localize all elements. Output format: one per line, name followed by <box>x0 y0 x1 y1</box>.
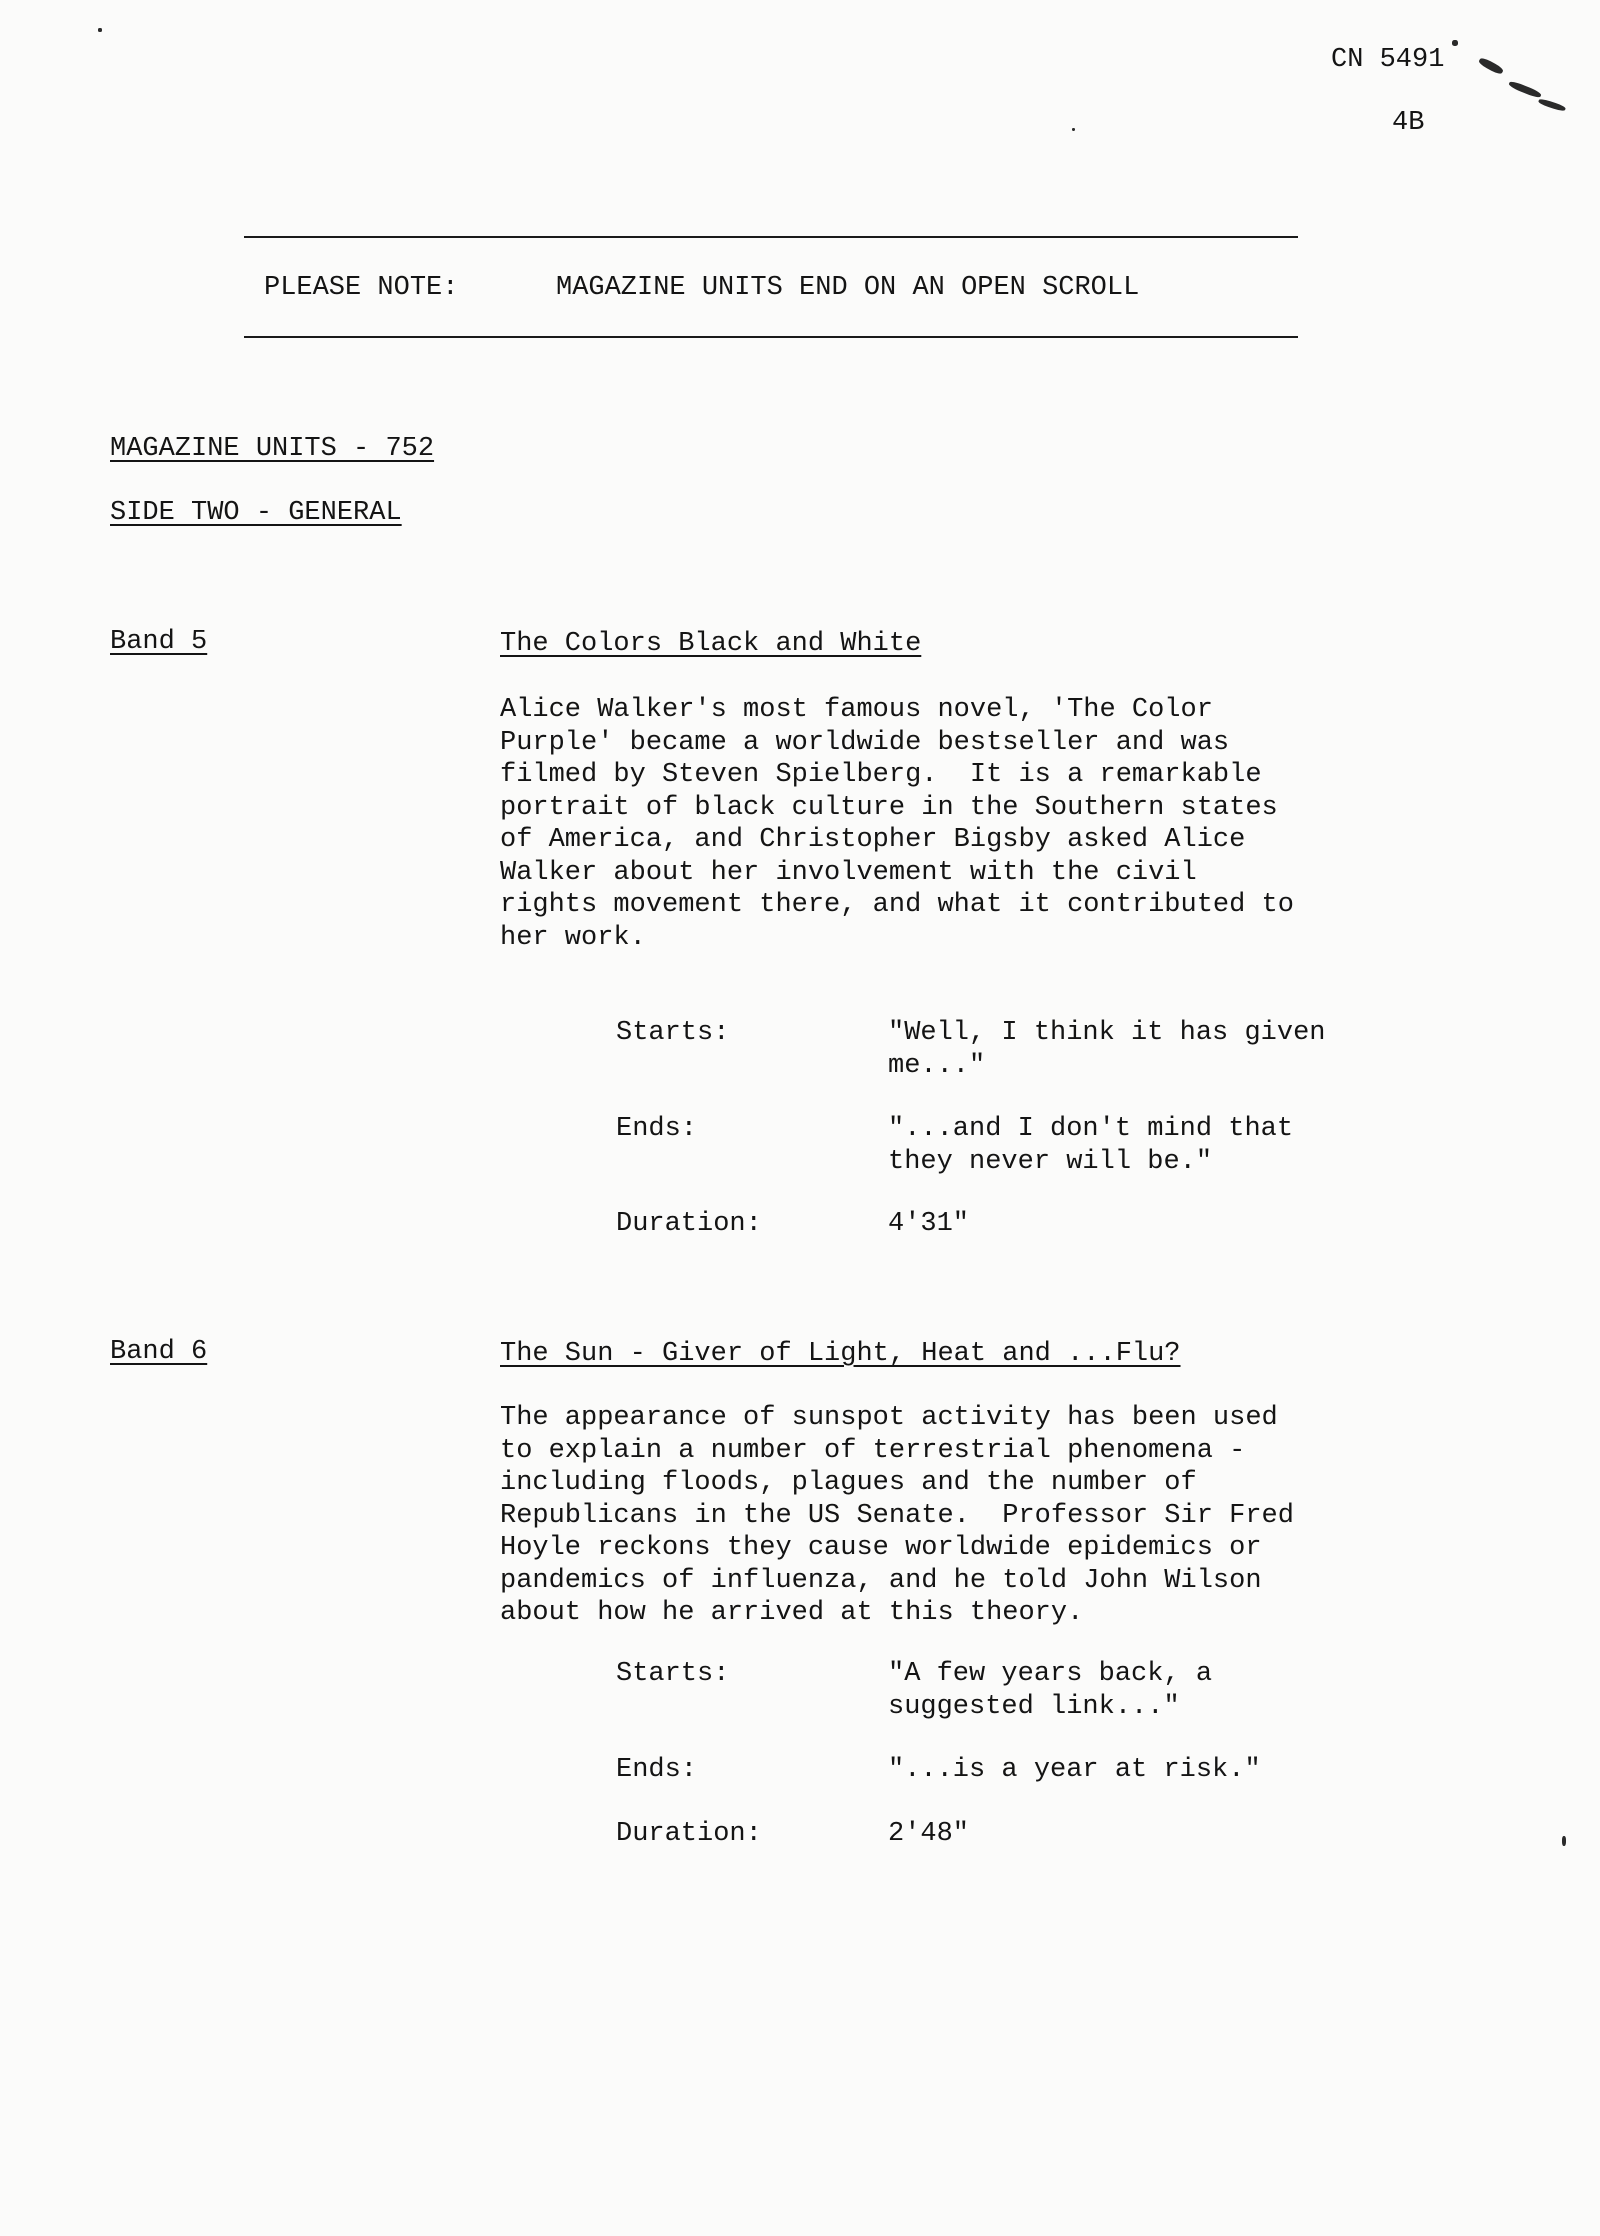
section-title: MAGAZINE UNITS - 752 <box>110 434 435 464</box>
band-title: The Colors Black and White <box>500 629 922 659</box>
page-number: 4B <box>1392 108 1425 138</box>
description-line: including floods, plagues and the number of <box>500 1468 1197 1498</box>
starts-line: "Well, I think it has given <box>888 1018 1326 1048</box>
description-line: rights movement there, and what it contributed to <box>500 890 1294 920</box>
ends-line: "...is a year at risk." <box>888 1755 1261 1785</box>
smudge-mark <box>1478 56 1505 75</box>
ends-label: Ends: <box>616 1755 698 1785</box>
note-bottom-rule <box>244 336 1298 338</box>
band-label: Band 5 <box>110 627 208 657</box>
band-label: Band 6 <box>110 1337 208 1367</box>
description-line: Republicans in the US Senate. Professor Sir Fred <box>500 1500 1294 1531</box>
band-title: The Sun - Giver of Light, Heat and ...Flu? <box>500 1339 1181 1369</box>
description-line: Alice Walker's most famous novel, 'The Color <box>500 695 1213 725</box>
speck-mark <box>1562 1836 1566 1846</box>
description-line: Purple' became a worldwide bestseller and was <box>500 727 1230 758</box>
starts-line: "A few years back, a <box>888 1659 1213 1689</box>
duration-value: 2'48" <box>888 1819 970 1849</box>
note-text: MAGAZINE UNITS END ON AN OPEN SCROLL <box>556 273 1140 303</box>
starts-line: suggested link..." <box>888 1691 1180 1722</box>
ends-line: "...and I don't mind that <box>888 1114 1294 1144</box>
note-label: PLEASE NOTE: <box>264 273 459 303</box>
starts-quote <box>888 1017 1325 1082</box>
speck-mark <box>98 28 102 32</box>
description-line: of America, and Christopher Bigsby asked Alice <box>500 825 1246 855</box>
smudge-mark <box>1452 40 1458 46</box>
smudge-mark <box>1538 98 1566 112</box>
description-line: The appearance of sunspot activity has been used <box>500 1403 1278 1433</box>
description-line: Walker about her involvement with the civil <box>500 857 1197 888</box>
document-code: CN 5491 <box>1331 45 1445 75</box>
description-line: her work. <box>500 922 646 953</box>
speck-mark <box>1072 128 1075 131</box>
ends-quote <box>888 1754 1261 1787</box>
duration-label: Duration: <box>616 1209 762 1239</box>
starts-quote <box>888 1658 1212 1723</box>
ends-label: Ends: <box>616 1114 698 1144</box>
note-top-rule <box>244 236 1298 238</box>
smudge-mark <box>1508 80 1542 99</box>
duration-label: Duration: <box>616 1819 762 1849</box>
starts-label: Starts: <box>616 1659 730 1689</box>
ends-line: they never will be." <box>888 1146 1213 1177</box>
ends-quote <box>888 1113 1293 1178</box>
description-line: Hoyle reckons they cause worldwide epidemics or <box>500 1533 1262 1563</box>
description-line: about how he arrived at this theory. <box>500 1598 1084 1628</box>
band-description <box>500 1402 1294 1630</box>
description-line: portrait of black culture in the Southern states <box>500 792 1278 823</box>
band-description <box>500 694 1294 954</box>
duration-value: 4'31" <box>888 1209 970 1239</box>
description-line: to explain a number of terrestrial phenomena - <box>500 1435 1246 1466</box>
description-line: pandemics of influenza, and he told John Wilson <box>500 1565 1262 1596</box>
description-line: filmed by Steven Spielberg. It is a remarkable <box>500 760 1262 790</box>
starts-label: Starts: <box>616 1018 730 1048</box>
starts-line: me..." <box>888 1050 986 1081</box>
section-subtitle: SIDE TWO - GENERAL <box>110 498 402 528</box>
